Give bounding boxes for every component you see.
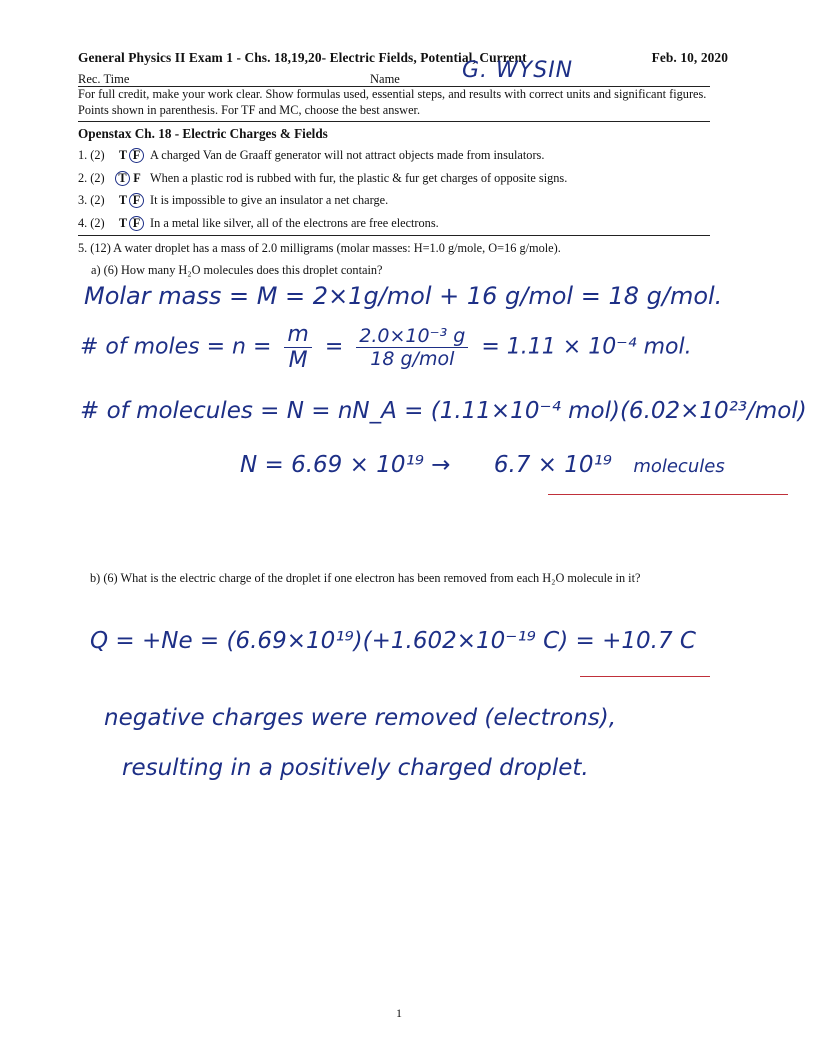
divider — [78, 235, 710, 236]
answer-underline — [580, 676, 710, 677]
answer-underline — [548, 494, 788, 495]
answer-line-moles — [80, 322, 692, 373]
tf-question-2 — [78, 171, 567, 186]
question-number: 1. (2) — [78, 148, 105, 162]
exam-date: Feb. 10, 2020 — [651, 50, 728, 65]
question-5-stem: 5. (12) A water droplet has a mass of 2.0 milligrams (molar masses: H=1.0 g/mole, O=16 g/mole). — [78, 241, 561, 255]
explanation-line-2: resulting in a positively charged droplet. — [122, 755, 589, 781]
question-number: 4. (2) — [78, 216, 105, 230]
explanation-line-1: negative charges were removed (electrons), — [104, 705, 617, 731]
final-answer-a: 6.7 × 10¹⁹ — [493, 452, 612, 478]
final-answer-a-unit: molecules — [633, 456, 725, 477]
fraction-denominator: M — [288, 348, 308, 373]
rec-time-label: Rec. Time — [78, 72, 130, 86]
fraction-numerator: 2.0×10⁻³ g — [356, 325, 468, 348]
question-5a: a) (6) How many H₂O molecules does this droplet contain? — [91, 263, 383, 277]
name-value: G. WYSIN — [462, 58, 574, 83]
moles-result: = 1.11 × 10⁻⁴ mol. — [481, 334, 692, 360]
name-label: Name — [370, 72, 400, 86]
tf-choices[interactable]: T F — [116, 216, 150, 231]
answer-line-molar-mass: Molar mass = M = 2×1g/mol + 16 g/mol = 18 g/mol. — [84, 282, 723, 310]
moles-label: # of moles = n = — [80, 334, 272, 360]
question-number: 2. (2) — [78, 171, 105, 185]
question-text: In a metal like silver, all of the electrons are free electrons. — [150, 216, 439, 230]
answer-line-molecules: # of molecules = N = nN_A = (1.11×10⁻⁴ mol)(6.02×10²³/mol) — [80, 398, 807, 424]
divider — [78, 121, 710, 122]
tf-question-3 — [78, 193, 388, 208]
tf-choices[interactable]: T F — [116, 171, 150, 186]
question-text: A charged Van de Graaff generator will not attract objects made from insulators. — [150, 148, 545, 162]
tf-question-1 — [78, 148, 544, 163]
section-title: Openstax Ch. 18 - Electric Charges & Fields — [78, 126, 328, 141]
tf-choices[interactable]: T F — [116, 193, 150, 208]
page-number: 1 — [396, 1006, 402, 1020]
equals-sign: = — [324, 334, 344, 360]
N-value: N = 6.69 × 10¹⁹ → — [240, 452, 451, 478]
tf-question-4 — [78, 216, 439, 231]
instructions: For full credit, make your work clear. Show formulas used, essential steps, and results with correct units and significant figures. Points shown in parenthesis. For TF and MC, choose the best answer. — [78, 87, 707, 117]
fraction-mass-over-molar — [356, 325, 468, 370]
fraction-numerator: m — [284, 322, 311, 348]
answer-line-N — [240, 452, 725, 478]
fraction-m-over-M — [284, 322, 311, 373]
question-5b: b) (6) What is the electric charge of the droplet if one electron has been removed from each H₂O molecule in it? — [90, 571, 641, 585]
exam-title-text: General Physics II Exam 1 - Chs. 18,19,20- Electric Fields, Potential, Current — [78, 50, 527, 65]
question-number: 3. (2) — [78, 193, 105, 207]
question-text: When a plastic rod is rubbed with fur, the plastic & fur get charges of opposite signs. — [150, 171, 568, 185]
fraction-denominator: 18 g/mol — [370, 348, 455, 370]
question-text: It is impossible to give an insulator a net charge. — [150, 193, 389, 207]
answer-line-charge: Q = +Ne = (6.69×10¹⁹)(+1.602×10⁻¹⁹ C) = +10.7 C — [90, 628, 696, 654]
tf-choices[interactable]: T F — [116, 148, 150, 163]
exam-title — [78, 50, 728, 66]
